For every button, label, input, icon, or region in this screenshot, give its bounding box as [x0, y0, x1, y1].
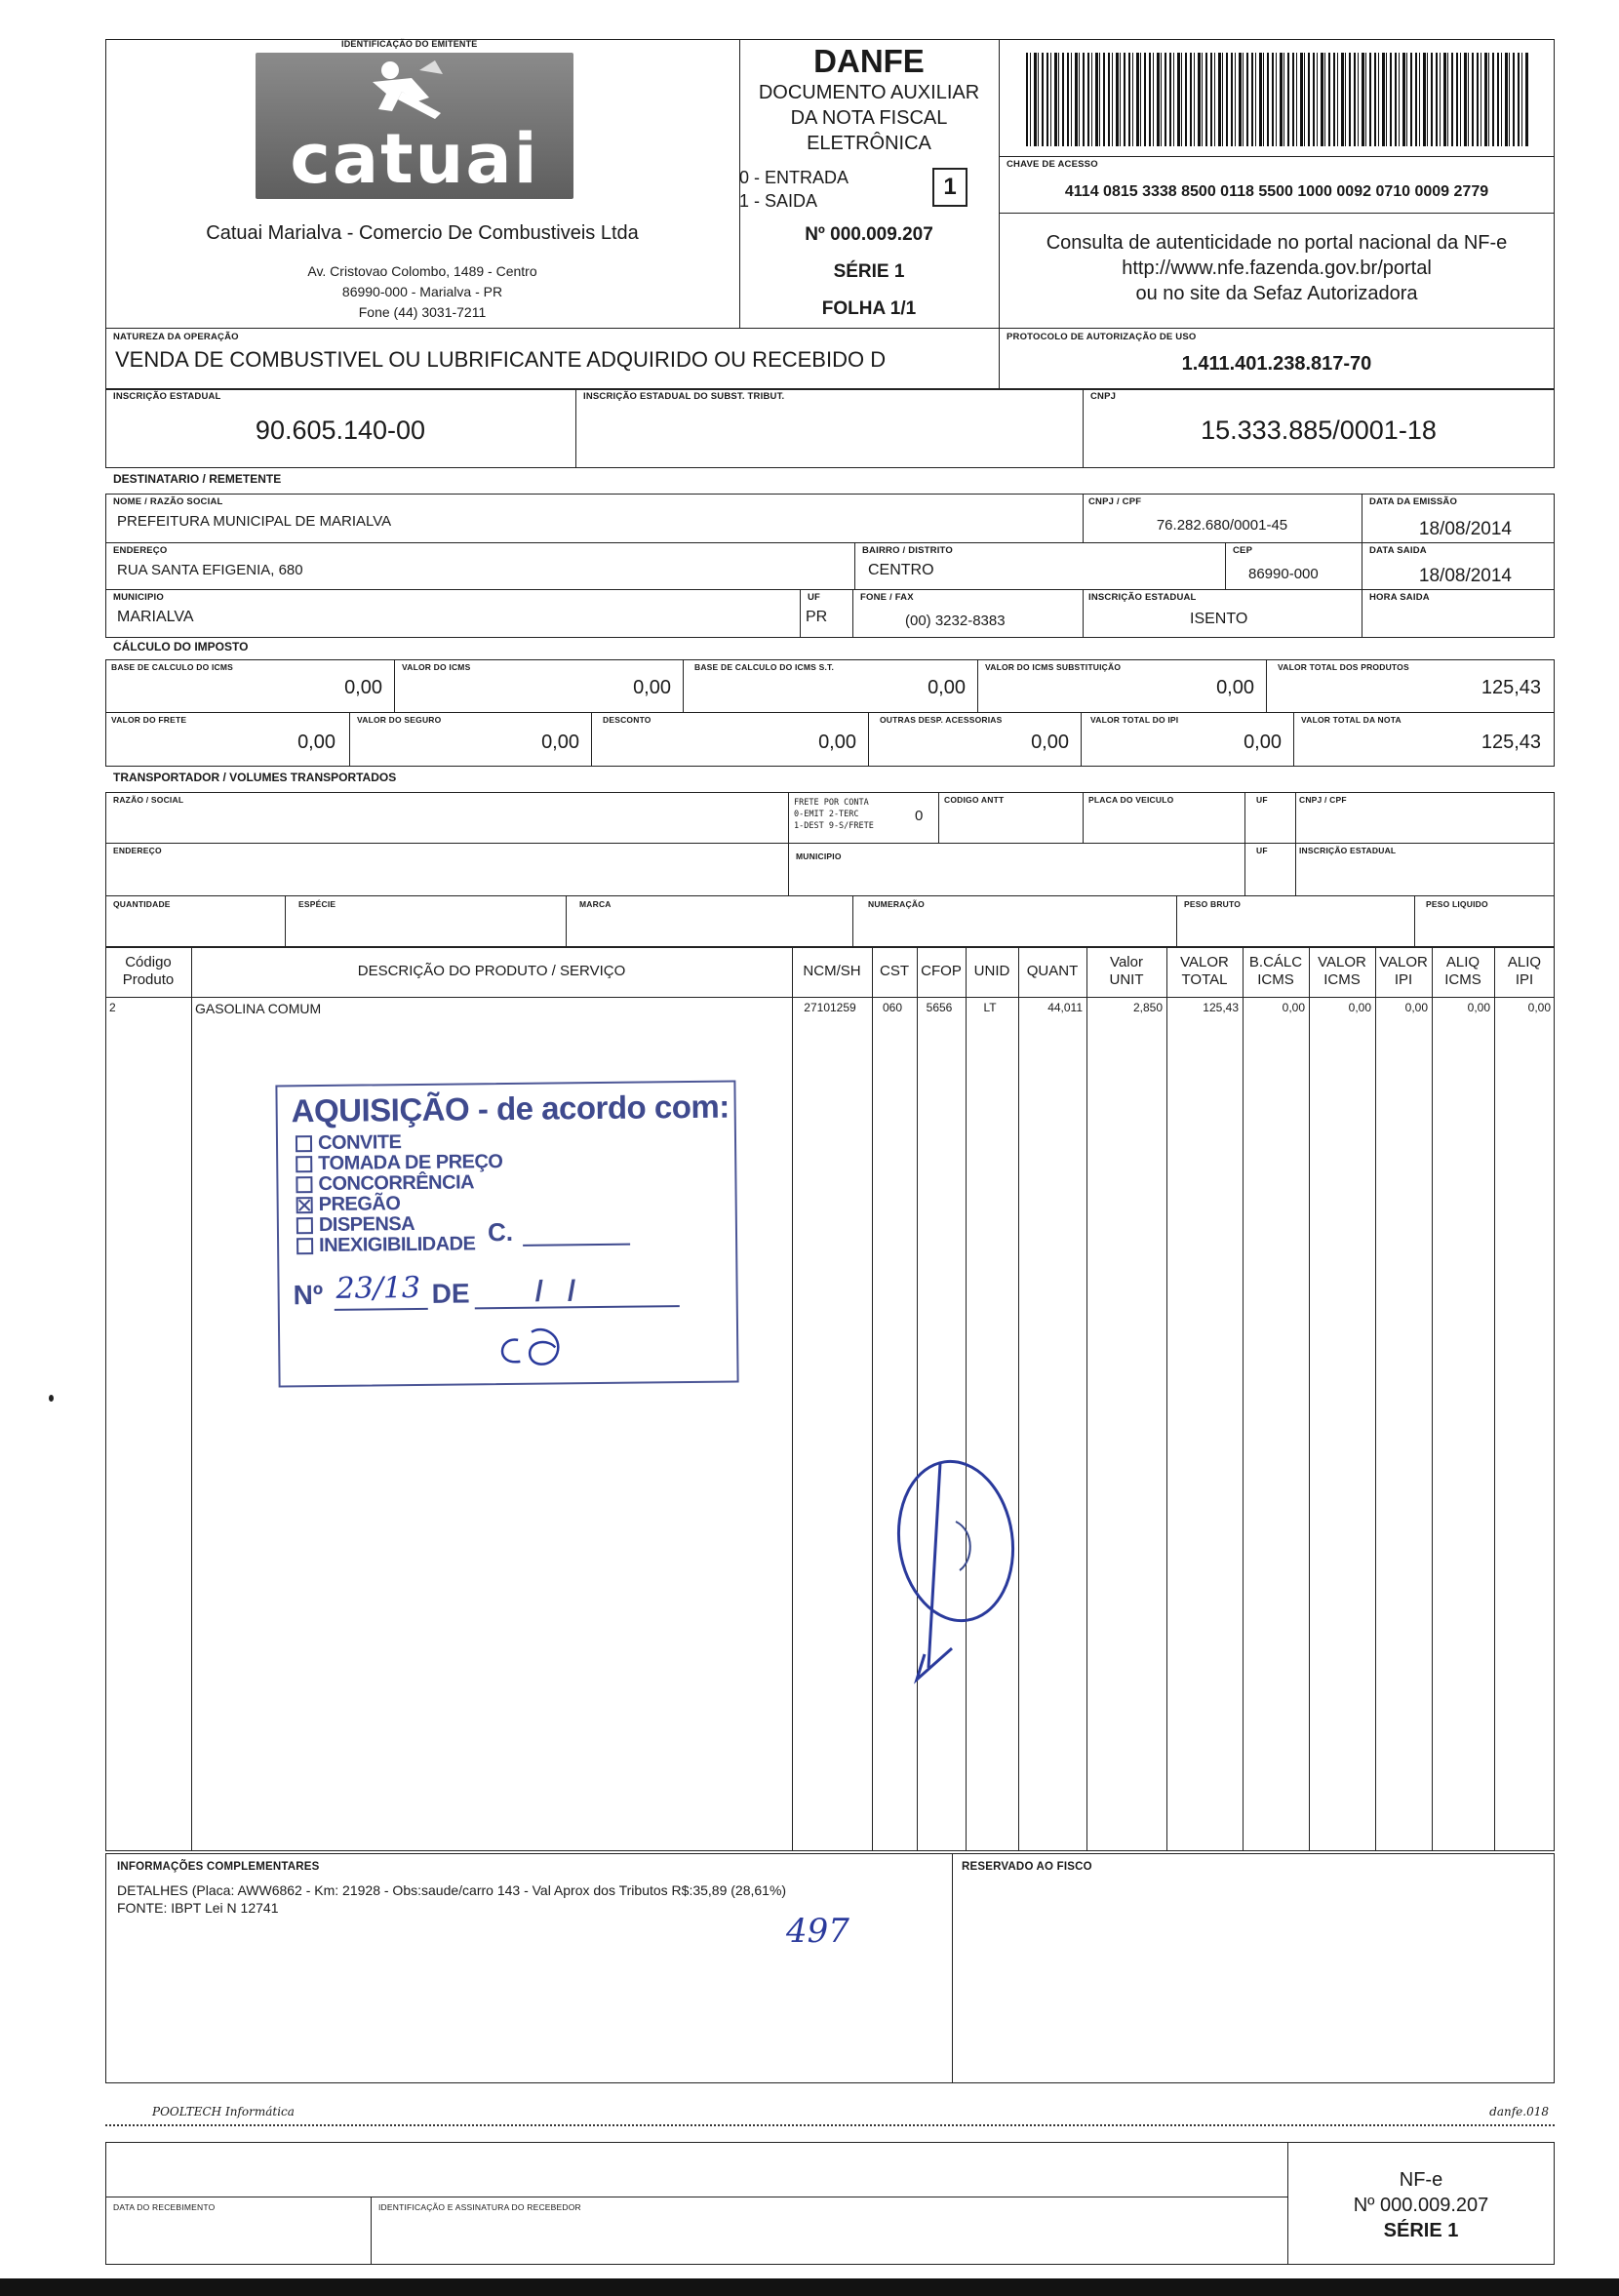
transp-endereco-label: ENDEREÇO — [113, 846, 162, 855]
produtos-cell-0-1: GASOLINA COMUM — [195, 1001, 322, 1016]
stamp-option-label: CONCORRÊNCIA — [318, 1171, 475, 1196]
transp-numeracao-label: NUMERAÇÃO — [868, 899, 925, 909]
transp-razao-label: RAZÃO / SOCIAL — [113, 795, 184, 805]
stamp-numero-value: 23/13 — [336, 1270, 421, 1306]
canhoto-serie: SÉRIE 1 — [1383, 2220, 1459, 2241]
emitente-cep-cidade: 86990-000 - Marialva - PR — [341, 284, 503, 299]
cut-line — [105, 2124, 1555, 2126]
transp-frete-conta-1: FRETE POR CONTA — [794, 798, 869, 808]
bc-st: 0,00 — [928, 677, 966, 698]
canhoto-nfe: NF-e — [1399, 2169, 1443, 2191]
info-line-1: DETALHES (Placa: AWW6862 - Km: 21928 - Obs:saude/carro 143 - Val Aprox dos Tributos R$:35,89 (28,61%) — [117, 1882, 787, 1898]
produtos-header-1: DESCRIÇÃO DO PRODUTO / SERVIÇO — [357, 963, 626, 979]
v-prod-label: VALOR TOTAL DOS PRODUTOS — [1278, 662, 1409, 672]
protocolo-label: PROTOCOLO DE AUTORIZAÇÃO DE USO — [1007, 332, 1197, 342]
transp-frete-conta-value: 0 — [915, 808, 924, 824]
produtos-cell-0-8: 125,43 — [1203, 1001, 1239, 1014]
chave-consulta-1: Consulta de autenticidade no portal nacional da NF-e — [1046, 232, 1508, 254]
canhoto-assinatura-label: IDENTIFICAÇÃO E ASSINATURA DO RECEBEDOR — [378, 2202, 581, 2212]
dest-bairro-label: BAIRRO / DISTRITO — [862, 545, 953, 556]
produtos-cell-0-0: 2 — [109, 1001, 116, 1014]
stamp-option — [296, 1193, 503, 1215]
produtos-header-4: CFOP — [921, 963, 962, 979]
produtos-header-11: VALOR IPI — [1379, 954, 1428, 988]
produtos-header-5: UNID — [973, 963, 1010, 979]
v-prod: 125,43 — [1481, 677, 1541, 698]
nota-label: VALOR TOTAL DA NOTA — [1301, 715, 1402, 725]
dest-municipio-label: MUNICIPIO — [113, 592, 164, 603]
stamp-option-label: CONVITE — [317, 1131, 402, 1155]
seguro: 0,00 — [541, 732, 579, 753]
natureza-value: VENDA DE COMBUSTIVEL OU LUBRIFICANTE ADQUIRIDO OU RECEBIDO D — [115, 347, 887, 372]
produtos-header-3: CST — [880, 963, 909, 979]
danfe-tipo-box: 1 — [932, 168, 967, 207]
produtos-header-10: VALOR ICMS — [1318, 954, 1366, 988]
dest-municipio: MARIALVA — [117, 609, 194, 625]
cnpj-label: CNPJ — [1090, 391, 1117, 402]
outras-label: OUTRAS DESP. ACESSORIAS — [880, 715, 1003, 725]
produtos-cell-0-12: 0,00 — [1467, 1001, 1490, 1014]
transp-cnpj-label: CNPJ / CPF — [1299, 795, 1347, 805]
dest-fone: (00) 3232-8383 — [905, 613, 1006, 629]
frete: 0,00 — [297, 732, 336, 753]
danfe-serie: SÉRIE 1 — [833, 261, 905, 282]
natureza-label: NATUREZA DA OPERAÇÃO — [113, 332, 239, 342]
produtos-cell-0-2: 27101259 — [804, 1001, 856, 1014]
produtos-header-6: QUANT — [1026, 963, 1079, 979]
emitente-logo — [256, 53, 573, 199]
transportador-section: TRANSPORTADOR / VOLUMES TRANSPORTADOS — [113, 771, 397, 784]
produtos-cell-0-6: 44,011 — [1047, 1001, 1083, 1014]
produtos-header-8: VALOR TOTAL — [1180, 954, 1229, 988]
chave-consulta-3: ou no site da Sefaz Autorizadora — [1135, 283, 1418, 304]
scan-border — [0, 2278, 1619, 2296]
rodape-left: POOLTECH Informática — [152, 2105, 295, 2118]
stamp-slashes: / / — [534, 1275, 576, 1308]
ipi-label: VALOR TOTAL DO IPI — [1090, 715, 1179, 725]
ipi: 0,00 — [1244, 732, 1282, 753]
protocolo-value: 1.411.401.238.817-70 — [1181, 353, 1372, 375]
chave-consulta-2[interactable]: http://www.nfe.fazenda.gov.br/portal — [1122, 257, 1432, 279]
produtos-table — [105, 946, 1555, 1851]
produtos-cell-0-3: 060 — [882, 1001, 903, 1014]
chave-value: 4114 0815 3338 8500 0118 5500 1000 0092 0710 0009 2779 — [1064, 183, 1489, 200]
reservado-label: RESERVADO AO FISCO — [962, 1861, 1092, 1873]
cnpj-value: 15.333.885/0001-18 — [1201, 416, 1437, 445]
dest-ie: ISENTO — [1190, 611, 1248, 627]
emitente-header-label: IDENTIFICAÇÃO DO EMITENTE — [341, 39, 478, 49]
hand-drawn-circle-icon — [858, 1424, 1053, 1697]
produtos-header-13: ALIQ IPI — [1507, 954, 1542, 988]
ie-st-label: INSCRIÇÃO ESTADUAL DO SUBST. TRIBUT. — [583, 391, 785, 402]
transp-peso-liquido-label: PESO LIQUIDO — [1426, 899, 1488, 909]
checkbox-icon — [296, 1217, 313, 1234]
transp-antt-label: CODIGO ANTT — [944, 795, 1005, 805]
dest-endereco: RUA SANTA EFIGENIA, 680 — [117, 562, 303, 578]
danfe-title: DANFE — [813, 43, 925, 79]
stamp-title: AQUISIÇÃO - de acordo com: — [291, 1088, 730, 1129]
transp-especie-label: ESPÉCIE — [298, 899, 336, 909]
stamp-numero-label: Nº — [293, 1279, 324, 1311]
transp-frete-conta-3: 1-DEST 9-S/FRETE — [794, 821, 874, 831]
v-st-label: VALOR DO ICMS SUBSTITUIÇÃO — [985, 662, 1122, 672]
produtos-cell-0-11: 0,00 — [1404, 1001, 1428, 1014]
canhoto-data-label: DATA DO RECEBIMENTO — [113, 2202, 216, 2212]
dest-cep-label: CEP — [1233, 545, 1253, 556]
produtos-header-2: NCM/SH — [803, 963, 861, 979]
scan-dot — [49, 1395, 54, 1402]
dest-cep: 86990-000 — [1248, 566, 1319, 582]
dest-fone-label: FONE / FAX — [860, 592, 914, 603]
v-icms-label: VALOR DO ICMS — [402, 662, 471, 672]
v-icms: 0,00 — [633, 677, 671, 698]
checkbox-icon — [296, 1135, 312, 1152]
transp-placa-label: PLACA DO VEICULO — [1088, 795, 1174, 805]
ie-value: 90.605.140-00 — [255, 416, 426, 445]
bc-st-label: BASE DE CALCULO DO ICMS S.T. — [694, 662, 835, 672]
stamp-c-label: C. — [487, 1216, 514, 1247]
dest-nome: PREFEITURA MUNICIPAL DE MARIALVA — [117, 513, 392, 530]
dest-cnpj: 76.282.680/0001-45 — [1156, 517, 1288, 534]
checkbox-icon — [296, 1238, 313, 1254]
produtos-header-12: ALIQ ICMS — [1444, 954, 1481, 988]
stamp-de-label: DE — [431, 1278, 470, 1309]
checkbox-icon — [296, 1176, 312, 1193]
checkbox-checked-icon — [296, 1197, 313, 1213]
bc-icms-label: BASE DE CALCULO DO ICMS — [111, 662, 234, 672]
stamp-option-label: TOMADA DE PREÇO — [318, 1151, 503, 1175]
info-line-2: FONTE: IBPT Lei N 12741 — [117, 1900, 279, 1916]
stamp-signature-icon — [485, 1318, 603, 1377]
produtos-cell-0-9: 0,00 — [1282, 1001, 1305, 1014]
logo-text: catuai — [290, 119, 539, 199]
transp-peso-bruto-label: PESO BRUTO — [1184, 899, 1242, 909]
transp-municipio-label: MUNICIPIO — [796, 851, 842, 861]
canhoto-numero: Nº 000.009.207 — [1353, 2195, 1489, 2216]
barcode — [1026, 53, 1529, 146]
frete-label: VALOR DO FRETE — [111, 715, 187, 725]
chave-label: CHAVE DE ACESSO — [1007, 159, 1098, 170]
rodape-right: danfe.018 — [1489, 2105, 1549, 2118]
transp-marca-label: MARCA — [579, 899, 612, 909]
info-handwritten: 497 — [786, 1912, 849, 1951]
danfe-subtitle-3: ELETRÔNICA — [807, 133, 931, 154]
info-label: INFORMAÇÕES COMPLEMENTARES — [117, 1861, 320, 1873]
transp-ie-label: INSCRIÇÃO ESTADUAL — [1299, 846, 1397, 855]
dest-endereco-label: ENDEREÇO — [113, 545, 168, 556]
checkbox-icon — [296, 1156, 312, 1172]
v-st: 0,00 — [1216, 677, 1254, 698]
aquisicao-stamp — [275, 1081, 738, 1388]
stamp-option-label: INEXIGIBILIDADE — [319, 1233, 476, 1257]
emitente-endereco: Av. Cristovao Colombo, 1489 - Centro — [307, 263, 537, 279]
stamp-option — [296, 1234, 503, 1256]
transp-frete-conta-2: 0-EMIT 2-TERC — [794, 810, 859, 819]
desconto-label: DESCONTO — [603, 715, 652, 725]
transp-uf-label: UF — [1256, 795, 1268, 805]
transp-uf2-label: UF — [1256, 846, 1268, 855]
stamp-option — [296, 1172, 502, 1195]
dest-uf-label: UF — [808, 592, 821, 603]
outras: 0,00 — [1031, 732, 1069, 753]
danfe-saida: 1 - SAIDA — [739, 191, 818, 211]
produtos-cell-0-4: 5656 — [926, 1001, 953, 1014]
stamp-option-label: PREGÃO — [318, 1193, 401, 1216]
produtos-cell-0-10: 0,00 — [1348, 1001, 1371, 1014]
destinatario-section: DESTINATARIO / REMETENTE — [113, 472, 282, 486]
produtos-header-0: Código Produto — [122, 954, 175, 988]
danfe-subtitle-2: DA NOTA FISCAL — [790, 107, 948, 129]
bc-icms: 0,00 — [344, 677, 382, 698]
stamp-option-label: DISPENSA — [318, 1212, 415, 1237]
dest-hora-label: HORA SAIDA — [1369, 592, 1430, 603]
dest-saida-label: DATA SAIDA — [1369, 545, 1427, 556]
danfe-entrada: 0 - ENTRADA — [739, 168, 849, 187]
danfe-numero: Nº 000.009.207 — [805, 224, 933, 245]
ie-label: INSCRIÇÃO ESTADUAL — [113, 391, 221, 402]
dest-ie-label: INSCRIÇÃO ESTADUAL — [1088, 592, 1197, 603]
produtos-header-9: B.CÁLC ICMS — [1248, 954, 1303, 988]
produtos-cell-0-13: 0,00 — [1527, 1001, 1551, 1014]
dest-emissao: 18/08/2014 — [1418, 519, 1512, 539]
danfe-subtitle-1: DOCUMENTO AUXILIAR — [758, 82, 980, 103]
dest-uf: PR — [806, 609, 828, 625]
dest-cnpj-label: CNPJ / CPF — [1088, 496, 1142, 507]
dest-saida: 18/08/2014 — [1418, 566, 1512, 586]
transp-quantidade-label: QUANTIDADE — [113, 899, 171, 909]
nota: 125,43 — [1481, 732, 1541, 753]
seguro-label: VALOR DO SEGURO — [357, 715, 442, 725]
produtos-cell-0-5: LT — [983, 1001, 997, 1014]
emitente-fone: Fone (44) 3031-7211 — [358, 304, 487, 320]
imposto-section: CÁLCULO DO IMPOSTO — [113, 640, 249, 653]
dest-nome-label: NOME / RAZÃO SOCIAL — [113, 496, 223, 507]
produtos-cell-0-7: 2,850 — [1132, 1001, 1163, 1014]
desconto: 0,00 — [818, 732, 856, 753]
emitente-razao-social: Catuai Marialva - Comercio De Combustiveis Ltda — [206, 222, 639, 244]
dest-emissao-label: DATA DA EMISSÃO — [1369, 496, 1458, 507]
produtos-header-7: Valor UNIT — [1109, 954, 1144, 988]
danfe-folha: FOLHA 1/1 — [821, 298, 917, 319]
dest-bairro: CENTRO — [868, 562, 934, 578]
